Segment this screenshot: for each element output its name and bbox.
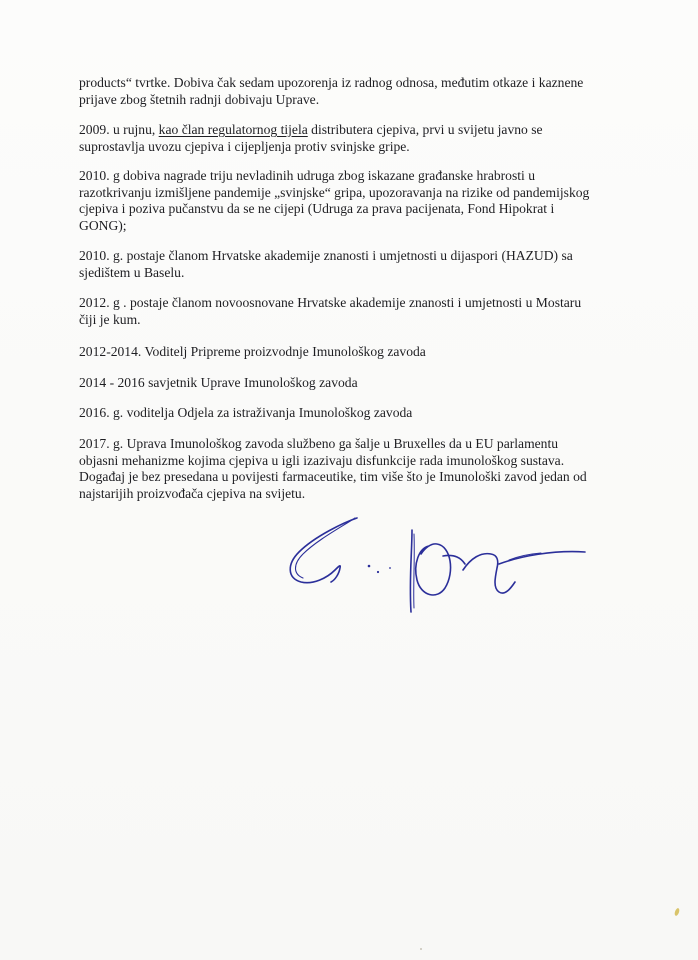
text-segment: 2009. u rujnu, xyxy=(79,122,159,137)
handwritten-signature-icon xyxy=(285,508,605,628)
text-line: 2012-2014. Voditelj Pripreme proizvodnje Imunološkog zavoda xyxy=(79,344,426,359)
text-line: Događaj je bez presedana u povijesti farmaceutike, tim više što je Imunološki zavod jedan od xyxy=(79,469,587,485)
paper-speck xyxy=(420,948,422,950)
text-line xyxy=(79,122,599,139)
paragraph-products xyxy=(79,75,599,108)
paragraph-2010-hazud xyxy=(79,248,599,281)
paragraph-2016 xyxy=(79,405,599,422)
paragraph-2014-2016 xyxy=(79,375,599,392)
text-line: 2017. g. Uprava Imunološkog zavoda službeno ga šalje u Bruxelles da u EU parlamentu xyxy=(79,436,559,451)
text-line: cjepiva i poziva pučanstvu da se ne cijepi (Udruga za prava pacijenata, Fond Hipokrat i xyxy=(79,201,555,217)
text-line: 2012. g . postaje članom novoosnovane Hrvatske akademije znanosti i umjetnosti u Mostaru xyxy=(79,295,582,310)
text-line: sjedištem u Baselu. xyxy=(79,264,185,280)
text-line: objasni mehanizme kojima cjepiva u igli izazivaju disfunkcije rada imunološkog sustava. xyxy=(79,452,565,468)
paragraph-2017 xyxy=(79,436,599,502)
paragraph-2012-2014 xyxy=(79,344,599,361)
text-line: najstarijih proizvođača cjepiva na svijetu. xyxy=(79,485,306,501)
text-line: GONG); xyxy=(79,217,127,233)
paragraph-2010-award xyxy=(79,168,599,234)
text-segment: distributera cjepiva, prvi u svijetu javno se xyxy=(307,122,543,137)
text-line: 2010. g dobiva nagrade triju nevladinih udruga zbog iskazane građanske hrabrosti u xyxy=(79,168,536,183)
paragraph-2009 xyxy=(79,122,599,155)
text-line: čiji je kum. xyxy=(79,311,141,327)
paper-speck xyxy=(674,908,680,917)
text-line: products“ tvrtke. Dobiva čak sedam upozorenja iz radnog odnosa, međutim otkaze i kaznene xyxy=(79,75,584,90)
text-line: 2016. g. voditelja Odjela za istraživanja Imunološkog zavoda xyxy=(79,405,413,420)
text-line: suprostavlja uvozu cjepiva i cijepljenja protiv svinjske gripe. xyxy=(79,138,410,154)
text-line: 2014 - 2016 savjetnik Uprave Imunološkog zavoda xyxy=(79,375,358,390)
text-line: prijave zbog štetnih radnji dobivaju Uprave. xyxy=(79,91,320,107)
underlined-phrase: kao član regulatornog tijela xyxy=(158,122,308,137)
text-line: 2010. g. postaje članom Hrvatske akademije znanosti i umjetnosti u dijaspori (HAZUD) sa xyxy=(79,248,573,263)
paragraph-2012 xyxy=(79,295,599,328)
text-line: razotkrivanju izmišljene pandemije „svinjske“ gripa, upozoravanja na rizike od pandemijskog xyxy=(79,184,590,200)
